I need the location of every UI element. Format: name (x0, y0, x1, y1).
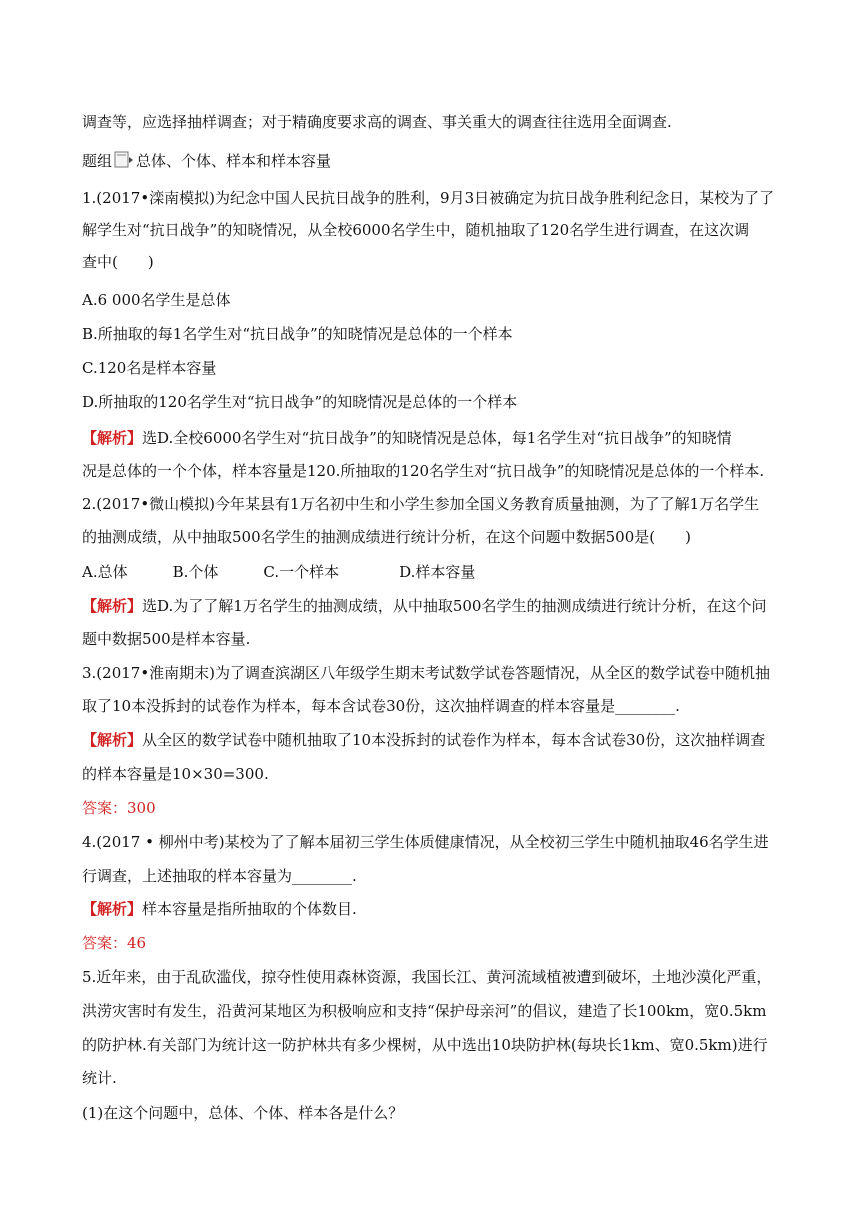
q3-analysis-text-1: 从全区的数学试卷中随机抽取了10本没拆封的试卷作为样本，每本含试卷30份，这次抽样调查 (142, 731, 766, 749)
q1-option-c: C.120名是样本容量 (82, 359, 217, 377)
analysis-tag: 【解析】 (82, 731, 143, 749)
q2-options: A.总体 B.个体 C.一个样本 D.样本容量 (82, 563, 476, 581)
q1-analysis-text-1: 选D.全校6000名学生对“抗日战争”的知晓情况是总体，每1名学生对“抗日战争”的知晓情 (142, 429, 732, 447)
q5-sub-question-1: (1)在这个问题中，总体、个体、样本各是什么？ (82, 1104, 404, 1122)
q2-line-2: 的抽测成绩，从中抽取500名学生的抽测成绩进行统计分析，在这个问题中数据500是( ) (82, 528, 691, 546)
intro-line: 调查等，应选择抽样调查；对于精确度要求高的调查、事关重大的调查往往选用全面调查. (82, 113, 672, 131)
q5-line-2: 洪涝灾害时有发生，沿黄河某地区为积极响应和支持“保护母亲河”的倡议，建造了长100km，宽0.5km (82, 1002, 767, 1020)
q1-analysis-line-2: 况是总体的一个个体，样本容量是120.所抽取的120名学生对“抗日战争”的知晓情况是总体的一个样本. (82, 462, 765, 480)
q2-line-1: 2.(2017•微山模拟)今年某县有1万名初中生和小学生参加全国义务教育质量抽测，为了了解1万名学生 (82, 495, 760, 513)
q4-line-2: 行调查，上述抽取的样本容量为________. (82, 867, 357, 885)
q5-line-1: 5.近年来，由于乱砍滥伐，掠夺性使用森林资源，我国长江、黄河流域植被遭到破坏，土地沙漠化严重， (82, 968, 772, 986)
q3-answer: 答案：300 (82, 799, 156, 817)
q5-line-4: 统计. (82, 1069, 117, 1087)
analysis-tag: 【解析】 (82, 900, 143, 918)
group-title: 总体、个体、样本和样本容量 (136, 152, 332, 170)
q3-analysis-line-1 (82, 730, 765, 750)
q2-analysis-line-2: 题中数据500是样本容量. (82, 630, 251, 648)
q2-analysis-text-1: 选D.为了了解1万名学生的抽测成绩，从中抽取500名学生的抽测成绩进行统计分析，在这个问 (142, 597, 767, 615)
q4-analysis-line-1 (82, 899, 357, 919)
q4-analysis-text-1: 样本容量是指所抽取的个体数目. (142, 900, 357, 918)
q3-line-1: 3.(2017•淮南期末)为了调查滨湖区八年级学生期末考试数学试卷答题情况，从全区的数学试卷中随机抽 (82, 664, 771, 682)
q1-line-3: 查中( ) (82, 253, 154, 271)
q1-line-2: 解学生对“抗日战争”的知晓情况，从全校6000名学生中，随机抽取了120名学生进行调查，在这次调 (82, 221, 750, 239)
q2-analysis-line-1 (82, 596, 766, 616)
analysis-tag: 【解析】 (82, 597, 143, 615)
q1-analysis-line-1 (82, 428, 732, 448)
group-marker-icon (114, 151, 134, 174)
group-heading (82, 151, 331, 174)
q5-line-3: 的防护林.有关部门为统计这一防护林共有多少棵树，从中选出10块防护林(每块长1km、宽0.5km)进行 (82, 1036, 768, 1054)
group-prefix: 题组 (82, 152, 113, 170)
analysis-tag: 【解析】 (82, 429, 143, 447)
q1-option-d: D.所抽取的120名学生对“抗日战争”的知晓情况是总体的一个样本 (82, 393, 518, 411)
q1-option-b: B.所抽取的每1名学生对“抗日战争”的知晓情况是总体的一个样本 (82, 325, 513, 343)
q1-option-a: A.6 000名学生是总体 (82, 291, 231, 309)
q4-line-1: 4.(2017 • 柳州中考)某校为了了解本届初三学生体质健康情况，从全校初三学生中随机抽取46名学生进 (82, 833, 769, 851)
q3-analysis-line-2: 的样本容量是10×30=300. (82, 765, 269, 783)
q3-line-2: 取了10本没拆封的试卷作为样本，每本含试卷30份，这次抽样调查的样本容量是________. (82, 697, 680, 715)
q4-answer: 答案：46 (82, 934, 147, 952)
q1-line-1: 1.(2017•滦南模拟)为纪念中国人民抗日战争的胜利，9月3日被确定为抗日战争胜利纪念日，某校为了了 (82, 189, 775, 207)
